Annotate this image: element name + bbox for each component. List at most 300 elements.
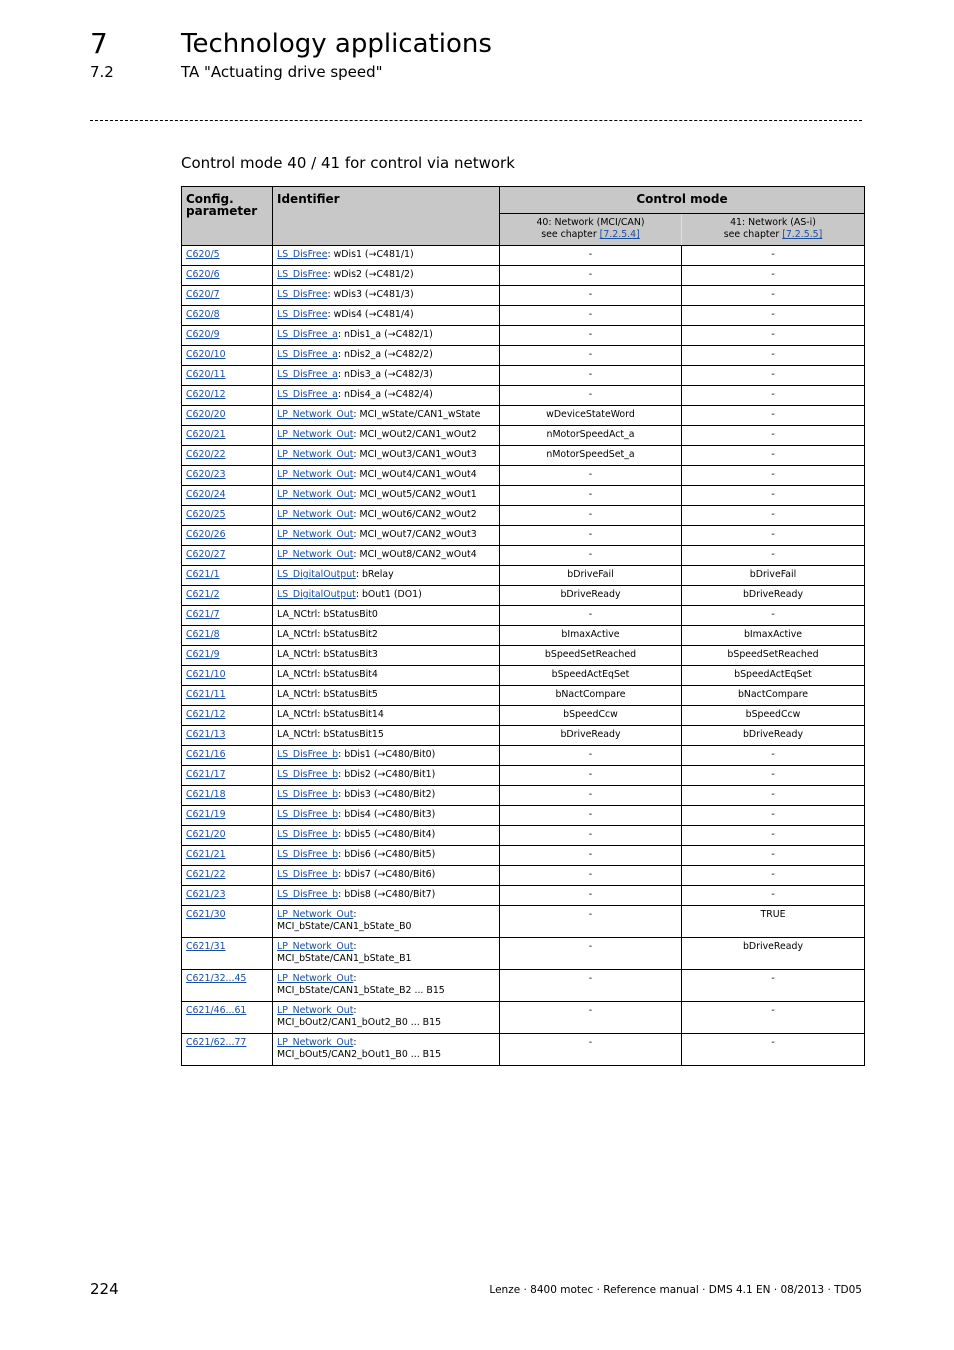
config-parameter-link[interactable]: C621/18 — [186, 789, 226, 800]
identifier-text: LA_NCtrl: bStatusBit2 — [277, 629, 378, 640]
table-row — [182, 486, 865, 506]
table-row — [182, 846, 865, 866]
mode-40-label: 40: Network (MCI/CAN) — [536, 217, 645, 228]
identifier-text: : bDis3 (→C480/Bit2) — [338, 789, 436, 800]
mode-40-value: bNactCompare — [500, 686, 682, 706]
identifier-text: : — [353, 941, 357, 952]
config-parameter-cell — [182, 366, 273, 386]
mode-41-value: - — [682, 346, 865, 366]
table-row — [182, 466, 865, 486]
identifier-cell — [273, 666, 500, 686]
config-parameter-cell — [182, 326, 273, 346]
mode-41-value: - — [682, 806, 865, 826]
table-row — [182, 386, 865, 406]
config-parameter-link[interactable]: C621/7 — [186, 609, 220, 620]
mode-41-label: 41: Network (AS-i) — [730, 217, 816, 228]
identifier-cell — [273, 526, 500, 546]
table-row — [182, 886, 865, 906]
identifier-text: : wDis1 (→C481/1) — [327, 249, 414, 260]
identifier-cell — [273, 826, 500, 846]
config-parameter-link[interactable]: C620/26 — [186, 529, 226, 540]
identifier-cell — [273, 346, 500, 366]
config-parameter-cell — [182, 970, 273, 1002]
identifier-text: : — [353, 1005, 357, 1016]
identifier-cell — [273, 746, 500, 766]
mode-41-value: - — [682, 886, 865, 906]
mode-41-value: - — [682, 546, 865, 566]
config-parameter-link[interactable]: C621/11 — [186, 689, 226, 700]
config-parameter-link[interactable]: C620/8 — [186, 309, 220, 320]
identifier-signal: MCI_bState/CAN1_bState_B1 — [277, 953, 412, 964]
table-row — [182, 726, 865, 746]
mode-41-value: - — [682, 246, 865, 266]
config-parameter-link[interactable]: C621/62...77 — [186, 1037, 247, 1048]
identifier-cell — [273, 286, 500, 306]
mode-41-value: - — [682, 326, 865, 346]
config-parameter-link[interactable]: C620/27 — [186, 549, 226, 560]
identifier-link[interactable]: LP_Network_Out — [277, 529, 354, 540]
table-row — [182, 806, 865, 826]
identifier-link[interactable]: LS_DisFree_b — [277, 769, 339, 780]
column-header-mode-40 — [500, 214, 682, 246]
identifier-cell — [273, 886, 500, 906]
mode-41-value: bImaxActive — [682, 626, 865, 646]
identifier-cell — [273, 1002, 500, 1034]
mode-40-value: bDriveReady — [500, 726, 682, 746]
mode-40-value: - — [500, 386, 682, 406]
mode-41-value: bNactCompare — [682, 686, 865, 706]
identifier-link[interactable]: LP_Network_Out — [277, 1037, 354, 1048]
config-parameter-cell — [182, 426, 273, 446]
identifier-cell — [273, 646, 500, 666]
mode-40-value: - — [500, 846, 682, 866]
identifier-text: : nDis3_a (→C482/3) — [337, 369, 433, 380]
mode-40-value: - — [500, 938, 682, 970]
identifier-signal: MCI_bState/CAN1_bState_B2 ... B15 — [277, 985, 445, 996]
mode-40-value: - — [500, 486, 682, 506]
section-title: TA "Actuating drive speed" — [181, 63, 383, 81]
config-parameter-link[interactable]: C621/2 — [186, 589, 220, 600]
table-row — [182, 326, 865, 346]
identifier-text: : bDis1 (→C480/Bit0) — [338, 749, 436, 760]
identifier-link[interactable]: LP_Network_Out — [277, 549, 354, 560]
identifier-link[interactable]: LS_DisFree — [277, 289, 328, 300]
identifier-text: LA_NCtrl: bStatusBit5 — [277, 689, 378, 700]
table-row — [182, 406, 865, 426]
identifier-link[interactable]: LS_DigitalOutput — [277, 569, 356, 580]
identifier-link[interactable]: LS_DisFree_b — [277, 789, 339, 800]
identifier-cell — [273, 506, 500, 526]
config-parameter-cell — [182, 246, 273, 266]
config-parameter-link[interactable]: C621/1 — [186, 569, 220, 580]
identifier-link[interactable]: LP_Network_Out — [277, 489, 354, 500]
identifier-link[interactable]: LS_DisFree_a — [277, 389, 338, 400]
identifier-text: : wDis3 (→C481/3) — [327, 289, 414, 300]
mode-41-value: - — [682, 606, 865, 626]
mode-41-value: - — [682, 1034, 865, 1066]
config-parameter-cell — [182, 486, 273, 506]
table-row — [182, 606, 865, 626]
mode-40-value: - — [500, 526, 682, 546]
table-row — [182, 646, 865, 666]
table-row — [182, 246, 865, 266]
chapter-number: 7 — [90, 27, 108, 60]
config-parameter-cell — [182, 906, 273, 938]
mode-40-value: - — [500, 366, 682, 386]
config-parameter-cell — [182, 266, 273, 286]
config-parameter-link[interactable]: C621/9 — [186, 649, 220, 660]
identifier-link[interactable]: LP_Network_Out — [277, 409, 354, 420]
identifier-cell — [273, 546, 500, 566]
config-parameter-cell — [182, 806, 273, 826]
mode-40-value: bSpeedCcw — [500, 706, 682, 726]
config-parameter-cell — [182, 526, 273, 546]
config-parameter-cell — [182, 506, 273, 526]
mode-40-value: bSpeedActEqSet — [500, 666, 682, 686]
config-parameter-link[interactable]: C621/30 — [186, 909, 226, 920]
table-row — [182, 426, 865, 446]
mode-41-value: - — [682, 826, 865, 846]
mode-41-value: - — [682, 466, 865, 486]
identifier-text: : bDis6 (→C480/Bit5) — [338, 849, 436, 860]
identifier-link[interactable]: LP_Network_Out — [277, 941, 354, 952]
control-mode-table — [181, 186, 865, 1066]
mode-40-value: bDriveReady — [500, 586, 682, 606]
identifier-text: : bDis8 (→C480/Bit7) — [338, 889, 436, 900]
config-parameter-cell — [182, 406, 273, 426]
mode-41-value: TRUE — [682, 906, 865, 938]
mode-41-value: bSpeedSetReached — [682, 646, 865, 666]
column-header-mode-41 — [682, 214, 865, 246]
config-parameter-link[interactable]: C621/19 — [186, 809, 226, 820]
identifier-cell — [273, 1034, 500, 1066]
mode-40-value: wDeviceStateWord — [500, 406, 682, 426]
identifier-link[interactable]: LP_Network_Out — [277, 449, 354, 460]
table-row — [182, 306, 865, 326]
config-parameter-cell — [182, 606, 273, 626]
identifier-link[interactable]: LS_DisFree_b — [277, 889, 339, 900]
identifier-text: : bRelay — [355, 569, 394, 580]
identifier-cell — [273, 566, 500, 586]
mode-40-value: - — [500, 806, 682, 826]
mode-40-value: - — [500, 970, 682, 1002]
identifier-cell — [273, 906, 500, 938]
identifier-text: : wDis2 (→C481/2) — [327, 269, 414, 280]
mode-40-value: - — [500, 506, 682, 526]
column-header-config: Config. parameter — [182, 187, 273, 246]
config-parameter-link[interactable]: C620/12 — [186, 389, 226, 400]
identifier-text: : — [353, 909, 357, 920]
table-row — [182, 866, 865, 886]
identifier-text: : nDis4_a (→C482/4) — [337, 389, 433, 400]
mode-40-value: bSpeedSetReached — [500, 646, 682, 666]
identifier-text: : — [353, 973, 357, 984]
config-parameter-cell — [182, 346, 273, 366]
identifier-link[interactable]: LS_DisFree_b — [277, 809, 339, 820]
identifier-link[interactable]: LP_Network_Out — [277, 1005, 354, 1016]
config-parameter-link[interactable]: C620/7 — [186, 289, 220, 300]
identifier-text: : bOut1 (DO1) — [355, 589, 422, 600]
identifier-link[interactable]: LP_Network_Out — [277, 909, 354, 920]
config-parameter-link[interactable]: C620/6 — [186, 269, 220, 280]
mode-41-value: - — [682, 266, 865, 286]
mode-40-value: - — [500, 1002, 682, 1034]
identifier-text: : MCI_wOut2/CAN1_wOut2 — [353, 429, 477, 440]
table-row — [182, 938, 865, 970]
identifier-cell — [273, 970, 500, 1002]
identifier-text: : MCI_wOut6/CAN2_wOut2 — [353, 509, 477, 520]
config-parameter-cell — [182, 886, 273, 906]
table-row — [182, 970, 865, 1002]
table-row — [182, 826, 865, 846]
config-parameter-link[interactable]: C620/22 — [186, 449, 226, 460]
mode-41-value: - — [682, 526, 865, 546]
mode-40-value: - — [500, 866, 682, 886]
identifier-text: : MCI_wOut5/CAN2_wOut1 — [353, 489, 477, 500]
identifier-link[interactable]: LS_DisFree_b — [277, 849, 339, 860]
mode-40-value: - — [500, 346, 682, 366]
mode-41-value: bDriveReady — [682, 586, 865, 606]
table-row — [182, 706, 865, 726]
config-parameter-link[interactable]: C621/10 — [186, 669, 226, 680]
table-row — [182, 266, 865, 286]
config-parameter-link[interactable]: C621/46...61 — [186, 1005, 247, 1016]
mode-41-value: bDriveReady — [682, 938, 865, 970]
config-parameter-link[interactable]: C620/21 — [186, 429, 226, 440]
identifier-cell — [273, 846, 500, 866]
mode-41-value: bSpeedActEqSet — [682, 666, 865, 686]
mode-40-value: - — [500, 266, 682, 286]
mode-40-value: - — [500, 886, 682, 906]
identifier-cell — [273, 766, 500, 786]
identifier-text: : nDis2_a (→C482/2) — [337, 349, 433, 360]
config-parameter-cell — [182, 866, 273, 886]
mode-41-chapter-link[interactable]: [7.2.5.5] — [782, 229, 823, 240]
identifier-cell — [273, 606, 500, 626]
table-row — [182, 286, 865, 306]
config-parameter-cell — [182, 726, 273, 746]
config-parameter-cell — [182, 566, 273, 586]
identifier-link[interactable]: LS_DigitalOutput — [277, 589, 356, 600]
table-row — [182, 586, 865, 606]
identifier-link[interactable]: LP_Network_Out — [277, 469, 354, 480]
identifier-text: : bDis5 (→C480/Bit4) — [338, 829, 436, 840]
chapter-title: Technology applications — [181, 29, 492, 59]
identifier-text: : MCI_wOut8/CAN2_wOut4 — [353, 549, 477, 560]
config-parameter-cell — [182, 626, 273, 646]
identifier-link[interactable]: LS_DisFree_a — [277, 369, 338, 380]
column-header-identifier: Identifier — [273, 187, 500, 246]
identifier-cell — [273, 426, 500, 446]
identifier-cell — [273, 706, 500, 726]
identifier-text: : MCI_wOut3/CAN1_wOut3 — [353, 449, 477, 460]
identifier-signal: MCI_bOut5/CAN2_bOut1_B0 ... B15 — [277, 1049, 442, 1060]
mode-40-value: - — [500, 326, 682, 346]
table-row — [182, 366, 865, 386]
config-parameter-cell — [182, 446, 273, 466]
mode-41-value: - — [682, 1002, 865, 1034]
table-row — [182, 526, 865, 546]
config-parameter-cell — [182, 786, 273, 806]
config-parameter-link[interactable]: C621/22 — [186, 869, 226, 880]
config-parameter-link[interactable]: C621/17 — [186, 769, 226, 780]
identifier-text: LA_NCtrl: bStatusBit0 — [277, 609, 378, 620]
mode-40-value: bDriveFail — [500, 566, 682, 586]
identifier-text: : MCI_wOut4/CAN1_wOut4 — [353, 469, 477, 480]
mode-40-value: - — [500, 286, 682, 306]
identifier-text: LA_NCtrl: bStatusBit14 — [277, 709, 384, 720]
config-parameter-cell — [182, 286, 273, 306]
footer-doc-info: Lenze · 8400 motec · Reference manual · DMS 4.1 EN · 08/2013 · TD05 — [489, 1284, 862, 1296]
mode-41-value: - — [682, 446, 865, 466]
config-parameter-link[interactable]: C621/16 — [186, 749, 226, 760]
identifier-cell — [273, 726, 500, 746]
mode-41-value: bDriveFail — [682, 566, 865, 586]
header-divider — [90, 120, 862, 121]
identifier-text: : nDis1_a (→C482/1) — [337, 329, 433, 340]
config-parameter-cell — [182, 938, 273, 970]
mode-40-see: see chapter — [541, 229, 597, 240]
identifier-cell — [273, 246, 500, 266]
identifier-cell — [273, 406, 500, 426]
config-parameter-cell — [182, 466, 273, 486]
mode-41-value: - — [682, 306, 865, 326]
config-parameter-link[interactable]: C621/32...45 — [186, 973, 247, 984]
identifier-cell — [273, 386, 500, 406]
config-parameter-link[interactable]: C620/23 — [186, 469, 226, 480]
config-parameter-link[interactable]: C620/24 — [186, 489, 226, 500]
config-parameter-link[interactable]: C621/12 — [186, 709, 226, 720]
mode-41-value: - — [682, 286, 865, 306]
mode-40-chapter-link[interactable]: [7.2.5.4] — [599, 229, 640, 240]
config-parameter-cell — [182, 306, 273, 326]
identifier-cell — [273, 866, 500, 886]
mode-40-value: - — [500, 746, 682, 766]
identifier-link[interactable]: LP_Network_Out — [277, 509, 354, 520]
identifier-cell — [273, 266, 500, 286]
config-parameter-link[interactable]: C620/5 — [186, 249, 220, 260]
identifier-link[interactable]: LS_DisFree_a — [277, 349, 338, 360]
config-parameter-cell — [182, 846, 273, 866]
config-parameter-cell — [182, 766, 273, 786]
mode-41-value: bSpeedCcw — [682, 706, 865, 726]
identifier-cell — [273, 486, 500, 506]
table-row — [182, 446, 865, 466]
table-caption: Control mode 40 / 41 for control via network — [181, 154, 515, 172]
identifier-cell — [273, 586, 500, 606]
table-row — [182, 906, 865, 938]
section-number: 7.2 — [90, 63, 114, 81]
table-row — [182, 666, 865, 686]
config-parameter-link[interactable]: C621/20 — [186, 829, 226, 840]
mode-40-value: - — [500, 246, 682, 266]
config-parameter-cell — [182, 746, 273, 766]
mode-40-value: bImaxActive — [500, 626, 682, 646]
identifier-link[interactable]: LP_Network_Out — [277, 973, 354, 984]
mode-41-value: - — [682, 766, 865, 786]
identifier-link[interactable]: LS_DisFree_b — [277, 749, 339, 760]
identifier-link[interactable]: LS_DisFree — [277, 249, 328, 260]
config-parameter-cell — [182, 686, 273, 706]
mode-41-value: - — [682, 366, 865, 386]
table-row — [182, 746, 865, 766]
config-parameter-cell — [182, 666, 273, 686]
config-parameter-link[interactable]: C620/10 — [186, 349, 226, 360]
config-parameter-link[interactable]: C621/31 — [186, 941, 226, 952]
identifier-cell — [273, 938, 500, 970]
identifier-link[interactable]: LS_DisFree — [277, 309, 328, 320]
mode-41-value: - — [682, 486, 865, 506]
identifier-text: LA_NCtrl: bStatusBit15 — [277, 729, 384, 740]
table-row — [182, 766, 865, 786]
identifier-signal: MCI_bState/CAN1_bState_B0 — [277, 921, 412, 932]
identifier-text: : MCI_wState/CAN1_wState — [353, 409, 481, 420]
table-body — [182, 246, 865, 1066]
mode-41-value: - — [682, 426, 865, 446]
identifier-text: : bDis7 (→C480/Bit6) — [338, 869, 436, 880]
config-parameter-link[interactable]: C620/11 — [186, 369, 226, 380]
mode-40-value: - — [500, 826, 682, 846]
identifier-link[interactable]: LS_DisFree — [277, 269, 328, 280]
mode-41-value: - — [682, 406, 865, 426]
table-row — [182, 346, 865, 366]
mode-41-value: - — [682, 846, 865, 866]
config-parameter-link[interactable]: C621/23 — [186, 889, 226, 900]
table-row — [182, 566, 865, 586]
identifier-link[interactable]: LS_DisFree_a — [277, 329, 338, 340]
identifier-text: LA_NCtrl: bStatusBit3 — [277, 649, 378, 660]
page-number: 224 — [90, 1280, 119, 1298]
mode-40-value: nMotorSpeedAct_a — [500, 426, 682, 446]
identifier-text: LA_NCtrl: bStatusBit4 — [277, 669, 378, 680]
identifier-cell — [273, 686, 500, 706]
identifier-link[interactable]: LS_DisFree_b — [277, 869, 339, 880]
config-parameter-cell — [182, 386, 273, 406]
identifier-cell — [273, 626, 500, 646]
config-parameter-cell — [182, 1034, 273, 1066]
mode-41-value: - — [682, 970, 865, 1002]
config-parameter-link[interactable]: C621/8 — [186, 629, 220, 640]
identifier-text: : bDis2 (→C480/Bit1) — [338, 769, 436, 780]
identifier-cell — [273, 466, 500, 486]
table-row — [182, 686, 865, 706]
config-parameter-link[interactable]: C620/20 — [186, 409, 226, 420]
config-parameter-cell — [182, 706, 273, 726]
identifier-link[interactable]: LS_DisFree_b — [277, 829, 339, 840]
mode-40-value: - — [500, 466, 682, 486]
identifier-text: : MCI_wOut7/CAN2_wOut3 — [353, 529, 477, 540]
identifier-link[interactable]: LP_Network_Out — [277, 429, 354, 440]
mode-41-value: - — [682, 866, 865, 886]
config-parameter-cell — [182, 646, 273, 666]
config-parameter-cell — [182, 546, 273, 566]
table-row — [182, 506, 865, 526]
table-row — [182, 1002, 865, 1034]
config-parameter-cell — [182, 1002, 273, 1034]
identifier-text: : bDis4 (→C480/Bit3) — [338, 809, 436, 820]
mode-41-value: - — [682, 506, 865, 526]
identifier-cell — [273, 806, 500, 826]
identifier-cell — [273, 366, 500, 386]
mode-41-value: - — [682, 746, 865, 766]
config-parameter-link[interactable]: C621/13 — [186, 729, 226, 740]
config-parameter-link[interactable]: C620/25 — [186, 509, 226, 520]
identifier-signal: MCI_bOut2/CAN1_bOut2_B0 ... B15 — [277, 1017, 442, 1028]
config-parameter-link[interactable]: C620/9 — [186, 329, 220, 340]
config-parameter-link[interactable]: C621/21 — [186, 849, 226, 860]
table-row — [182, 786, 865, 806]
config-parameter-cell — [182, 826, 273, 846]
